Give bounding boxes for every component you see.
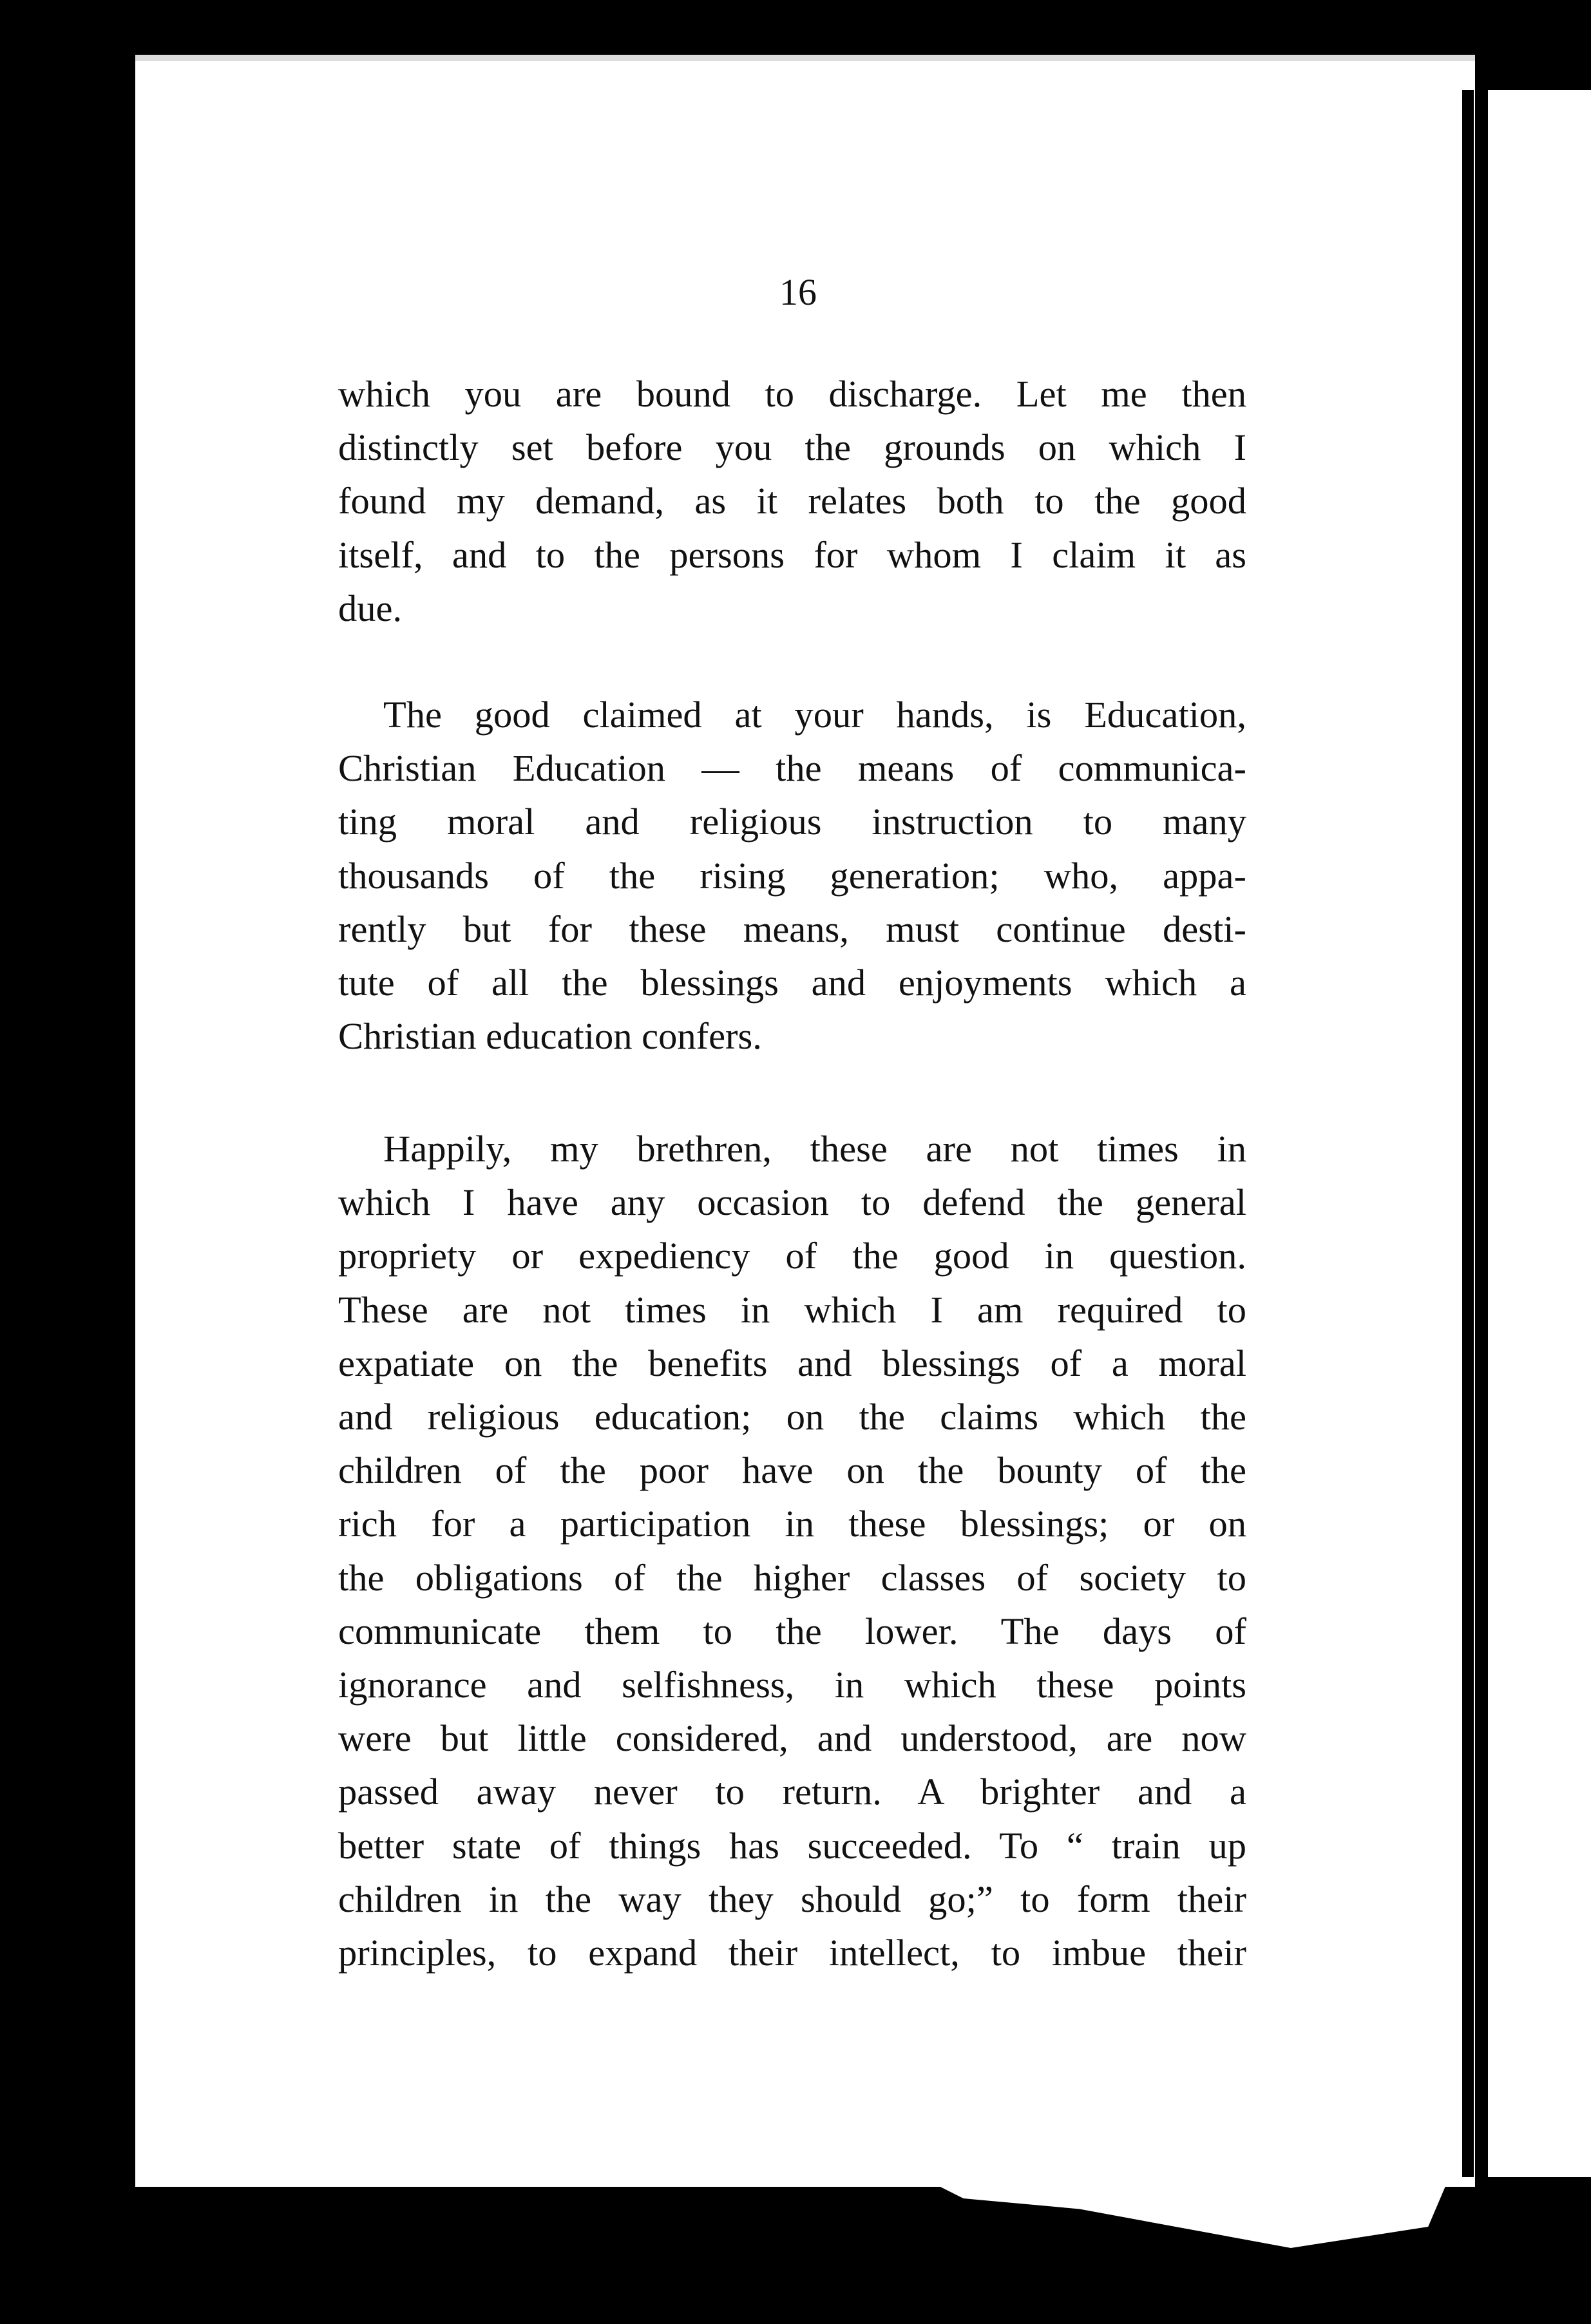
text-line: thousands of the rising generation; who, appa-	[338, 854, 1246, 897]
text-line: principles, to expand their intellect, to imbue their	[338, 1932, 1246, 1974]
text-line: distinctly set before you the grounds on which I	[338, 426, 1246, 469]
text-line: Christian Education — the means of communica-	[338, 747, 1246, 790]
text-line: The good claimed at your hands, is Education,	[383, 694, 1246, 736]
text-line: tute of all the blessings and enjoyments which a	[338, 962, 1246, 1004]
paper-scrap	[921, 2177, 1449, 2248]
text-line: rently but for these means, must continue desti-	[338, 908, 1246, 950]
text-line: better state of things has succeeded. To “ train up	[338, 1824, 1246, 1867]
text-line: Happily, my brethren, these are not times in	[383, 1128, 1246, 1170]
text-line: Christian education confers.	[338, 1015, 762, 1058]
paragraph-1	[338, 367, 1246, 635]
text-line: were but little considered, and understood, are now	[338, 1717, 1246, 1760]
text-line: expatiate on the benefits and blessings of a moral	[338, 1342, 1246, 1384]
text-line: the obligations of the higher classes of society to	[338, 1556, 1246, 1599]
text-line: passed away never to return. A brighter and a	[338, 1771, 1246, 1813]
text-line: itself, and to the persons for whom I claim it as	[338, 533, 1246, 576]
text-line: children in the way they should go;” to form their	[338, 1878, 1246, 1920]
paragraph-3	[338, 1122, 1246, 1979]
text-line: These are not times in which I am required to	[338, 1288, 1246, 1331]
text-line: children of the poor have on the bounty of the	[338, 1449, 1246, 1492]
text-line: communicate them to the lower. The days of	[338, 1610, 1246, 1652]
page-gutter-shadow	[1462, 90, 1474, 2177]
facing-page-edge	[1488, 90, 1591, 2177]
page-number: 16	[779, 271, 817, 313]
text-line: which I have any occasion to defend the general	[338, 1181, 1246, 1224]
text-line: due.	[338, 587, 403, 629]
text-line: found my demand, as it relates both to the good	[338, 480, 1246, 522]
text-line: rich for a participation in these blessings; or on	[338, 1503, 1246, 1545]
paragraph-2	[338, 688, 1246, 1063]
text-line: which you are bound to discharge. Let me then	[338, 373, 1246, 415]
text-line: and religious education; on the claims which the	[338, 1396, 1246, 1438]
text-line: ting moral and religious instruction to many	[338, 801, 1246, 843]
text-line: ignorance and selfishness, in which these points	[338, 1664, 1246, 1706]
text-line: propriety or expediency of the good in question.	[338, 1235, 1246, 1277]
